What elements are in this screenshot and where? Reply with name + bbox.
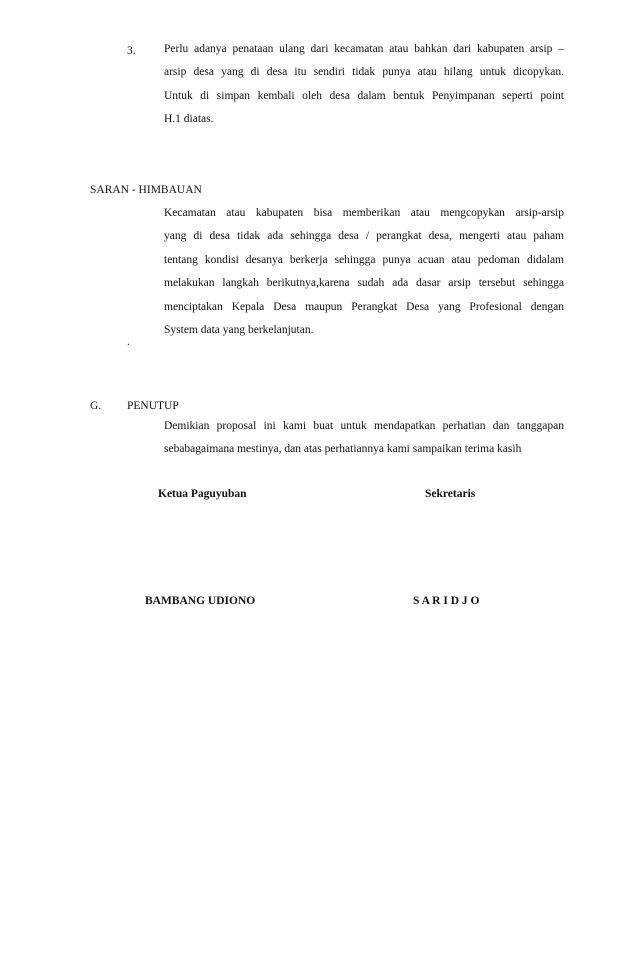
item-3-number: 3. (127, 45, 136, 57)
saran-line: melakukan langkah berikutnya,karena sudah ada dasar arsip tersebut sehingga (164, 277, 564, 290)
saran-line: menciptakan Kepala Desa maupun Perangkat Desa yang Profesional dengan (164, 300, 564, 313)
saran-heading: SARAN - HIMBAUAN (90, 184, 202, 196)
saran-line: yang di desa tidak ada sehingga desa / perangkat desa, mengerti atau paham (164, 230, 564, 243)
penutup-heading: PENUTUP (127, 400, 179, 412)
penutup-paragraph (164, 415, 564, 462)
signature-right-name: S A R I D J O (413, 595, 480, 607)
signature-left-title: Ketua Paguyuban (158, 488, 247, 500)
item-3-line: Untuk di simpan kembali oleh desa dalam bentuk Penyimpanan seperti point (164, 89, 564, 102)
item-3-paragraph (164, 38, 564, 132)
penutup-line: Demikian proposal ini kami buat untuk mendapatkan perhatian dan tanggapan (164, 420, 564, 432)
penutup-line: sebabagaimana mestinya, dan atas perhatiannya kami sampaikan terima kasih (164, 443, 522, 456)
item-3-line: Perlu adanya penataan ulang dari kecamatan atau bahkan dari kabupaten arsip – (164, 43, 564, 55)
saran-line: tentang kondisi desanya berkerja sehingga punya acuan atau pedoman didalam (164, 253, 564, 266)
stray-dot: . (127, 336, 130, 348)
saran-paragraph (164, 202, 564, 342)
signature-right-title: Sekretaris (425, 488, 476, 500)
penutup-letter: G. (90, 400, 102, 412)
saran-line: System data yang berkelanjutan. (164, 323, 314, 336)
saran-line: Kecamatan atau kabupaten bisa memberikan atau mengcopykan arsip-arsip (164, 207, 564, 219)
item-3-line: arsip desa yang di desa itu sendiri tidak punya atau hilang untuk dicopykan. (164, 66, 564, 79)
item-3-line: H.1 diatas. (164, 113, 214, 126)
signature-left-name: BAMBANG UDIONO (145, 595, 256, 607)
